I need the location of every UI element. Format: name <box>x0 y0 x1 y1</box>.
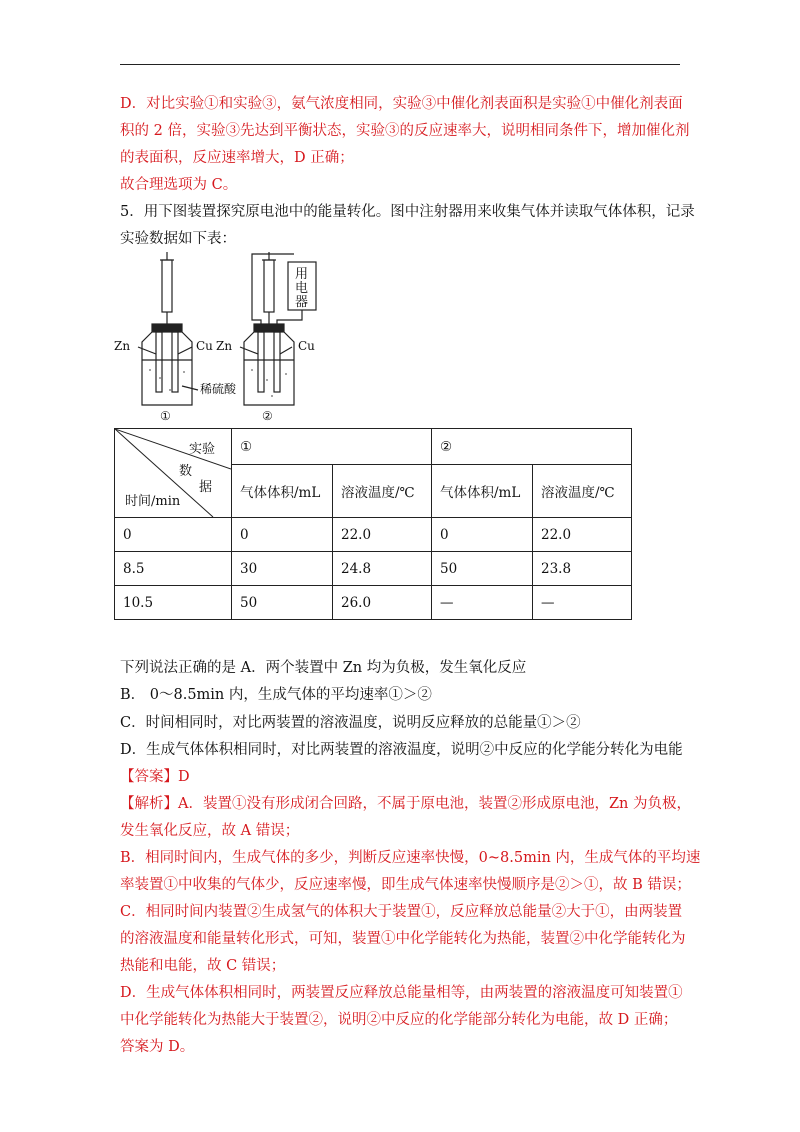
label-device-2: ② <box>262 409 273 423</box>
table-cell: 0 <box>232 518 333 552</box>
device-label-char: 器 <box>295 295 309 310</box>
text-line: 积的 2 倍，实验③先达到平衡状态，实验③的反应速率大，说明相同条件下，增加催化剂 <box>120 123 690 139</box>
label-zn: Zn <box>216 339 233 353</box>
table-row <box>115 552 632 586</box>
corner-data: 据 <box>199 480 213 495</box>
explanation-line: 中化学能转化为热能大于装置②，说明②中反应的化学能部分转化为电能，故 D 正确； <box>120 1012 678 1028</box>
device-label-char: 用 <box>295 267 309 282</box>
table-cell: 0 <box>115 518 232 552</box>
table-cell: — <box>432 586 533 620</box>
col-header-volume: 气体体积/mL <box>232 465 333 518</box>
corner-time: 时间/min <box>125 494 181 509</box>
table-cell: 24.8 <box>333 552 432 586</box>
table-row <box>115 586 632 620</box>
label-cu: Cu <box>196 339 213 353</box>
option-c: C．时间相同时，对比两装置的溶液温度，说明反应释放的总能量①＞② <box>120 715 581 731</box>
explanation-line: 答案为 D。 <box>120 1039 195 1055</box>
corner-data: 数 <box>179 464 193 479</box>
option-b: B． 0～8.5min 内，生成气体的平均速率①＞② <box>120 687 432 703</box>
explanation-line: 的溶液温度和能量转化形式，可知，装置①中化学能转化为热能，装置②中化学能转化为 <box>120 931 686 947</box>
table-cell: — <box>533 586 632 620</box>
table-cell: 26.0 <box>333 586 432 620</box>
table-cell: 22.0 <box>533 518 632 552</box>
explanation-line: B．相同时间内，生成气体的多少，判断反应速率快慢，0~8.5min 内，生成气体的平均速 <box>120 850 701 866</box>
table-cell: 8.5 <box>115 552 232 586</box>
table-cell: 0 <box>432 518 533 552</box>
header-rule <box>120 64 680 65</box>
label-acid: 稀硫酸 <box>200 382 237 396</box>
text-line: D．对比实验①和实验③，氨气浓度相同，实验③中催化剂表面积是实验①中催化剂表面 <box>120 96 683 112</box>
explanation-line: D．生成气体体积相同时，两装置反应释放总能量相等，由两装置的溶液温度可知装置① <box>120 985 683 1001</box>
table-row <box>115 518 632 552</box>
table-header-exp2: ② <box>432 429 632 465</box>
explanation-line: 发生氧化反应，故 A 错误； <box>120 823 300 839</box>
label-device-1: ① <box>160 409 171 423</box>
col-header-temp: 溶液温度/℃ <box>533 465 632 518</box>
label-zn: Zn <box>114 339 131 353</box>
table-cell: 23.8 <box>533 552 632 586</box>
explanation-line: 【解析】A．装置①没有形成闭合回路，不属于原电池，装置②形成原电池，Zn 为负极， <box>120 796 691 812</box>
explanation-line: 率装置①中收集的气体少，反应速率慢，即生成气体速率快慢顺序是②＞①，故 B 错误； <box>120 877 691 893</box>
explanation-line: C．相同时间内装置②生成氢气的体积大于装置①，反应释放总能量②大于①，由两装置 <box>120 904 683 920</box>
text-line: 的表面积，反应速率增大，D 正确； <box>120 150 354 166</box>
apparatus-figure <box>112 250 332 425</box>
answer: 【答案】D <box>120 769 190 785</box>
label-cu: Cu <box>298 339 315 353</box>
data-table <box>114 428 632 620</box>
col-header-temp: 溶液温度/℃ <box>333 465 432 518</box>
option-a: 下列说法正确的是 A．两个装置中 Zn 均为负极，发生氧化反应 <box>120 660 527 676</box>
table-header-exp1: ① <box>232 429 432 465</box>
table-cell: 30 <box>232 552 333 586</box>
question-5-stem: 5．用下图装置探究原电池中的能量转化。图中注射器用来收集气体并读取气体体积，记录 <box>120 204 695 220</box>
explanation-line: 热能和电能，故 C 错误； <box>120 958 286 974</box>
corner-diagonals <box>115 429 231 517</box>
table-cell: 50 <box>232 586 333 620</box>
col-header-volume: 气体体积/mL <box>432 465 533 518</box>
option-d: D．生成气体体积相同时，对比两装置的溶液温度，说明②中反应的化学能分转化为电能 <box>120 742 683 758</box>
device-label-char: 电 <box>295 281 309 296</box>
corner-exp: 实验 <box>189 442 216 457</box>
question-5-stem: 实验数据如下表： <box>120 231 236 247</box>
table-cell: 22.0 <box>333 518 432 552</box>
table-cell: 50 <box>432 552 533 586</box>
table-corner-cell <box>115 429 232 518</box>
text-line: 故合理选项为 C。 <box>120 177 238 193</box>
table-cell: 10.5 <box>115 586 232 620</box>
